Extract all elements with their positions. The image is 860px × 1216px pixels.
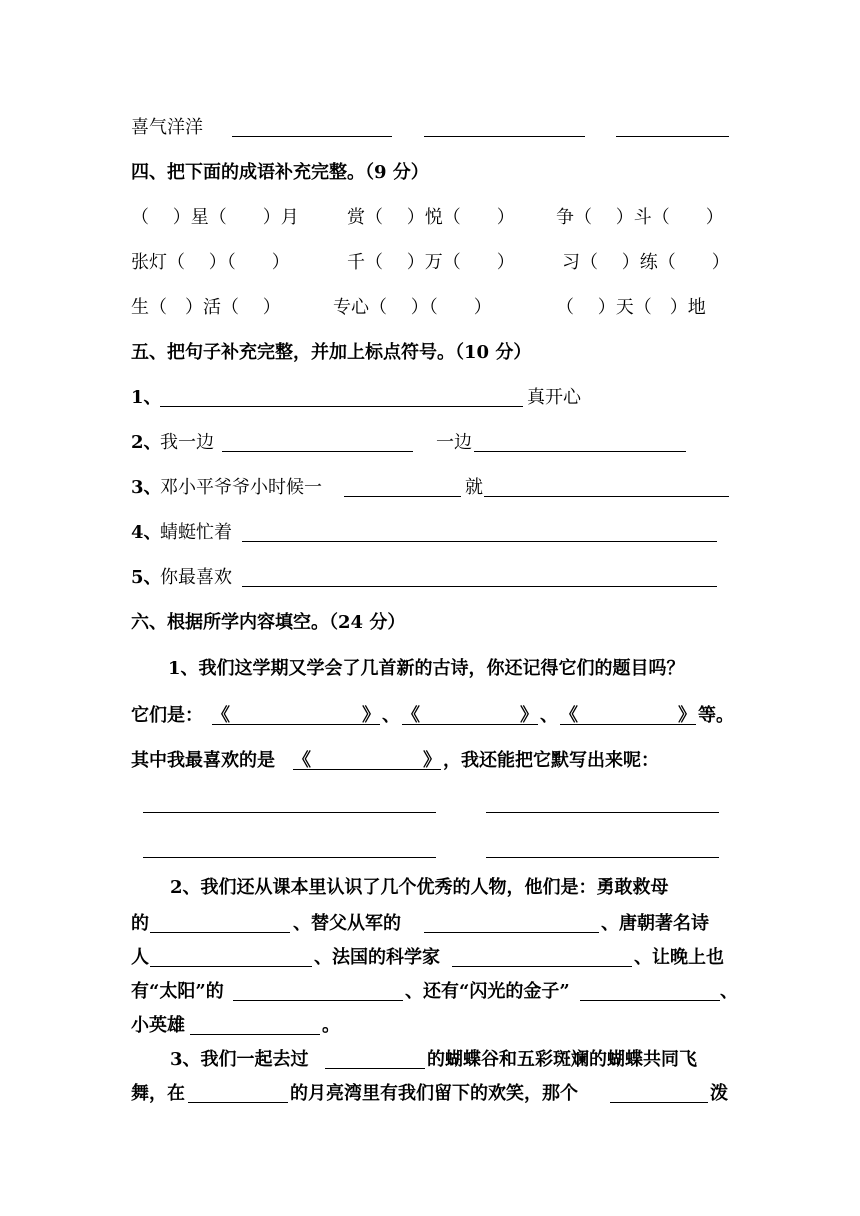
idiom-fill-item: 赏（ ）悦（ ） [347,207,515,228]
blank-line[interactable] [424,136,585,137]
section5-heading: 五、把句子补充完整，并加上标点符号。（10 分） [131,342,532,363]
book-mark: 《 [402,705,420,726]
blank-line[interactable] [242,586,717,587]
blank-line[interactable] [160,406,523,407]
idiom-fill-item: 张灯（ ）（ ） [131,252,290,273]
sentence-text: 就 [465,477,483,498]
question-text: 的月亮湾里有我们留下的欢笑，那个 [290,1083,578,1104]
question-text: 、法国的科学家 [314,947,440,968]
poem-blank-line[interactable] [143,812,436,813]
book-mark: 》 [423,750,441,771]
idiom-fill-item: 千（ ）万（ ） [347,252,515,273]
blank-line[interactable] [325,1068,425,1069]
blank-line[interactable] [610,1102,708,1103]
poem-blank-line[interactable] [486,812,719,813]
separator: 、 [382,705,400,726]
poem-blank-line[interactable] [486,857,719,858]
idiom-word: 喜气洋洋 [131,117,203,138]
blank-line[interactable] [150,932,290,933]
blank-line[interactable] [190,1034,320,1035]
idiom-fill-item: 争（ ）斗（ ） [556,207,724,228]
item-number: 1、 [131,387,162,408]
book-mark: 《 [293,750,311,771]
book-mark: 》 [678,705,696,726]
blank-line[interactable] [474,451,686,452]
blank-line[interactable] [424,932,599,933]
separator: 、 [540,705,558,726]
blank-line[interactable] [616,136,729,137]
blank-line[interactable] [242,541,717,542]
question-text: 2、我们还从课本里认识了几个优秀的人物，他们是：勇敢救母 [170,877,669,898]
sentence-text: 你最喜欢 [160,567,232,588]
question-text: 、还有“闪光的金子” [405,981,570,1002]
book-mark: 》 [362,705,380,726]
question-text: 等。 [698,705,734,726]
blank-line[interactable] [150,966,312,967]
question-text: 3、我们一起去过 [170,1049,309,1070]
idiom-fill-item: 专心（ ）（ ） [333,297,492,318]
blank-line[interactable] [222,451,413,452]
poem-blank-line[interactable] [143,857,436,858]
blank-line[interactable] [484,496,729,497]
blank-line[interactable] [293,769,441,770]
section4-heading: 四、把下面的成语补充完整。（9 分） [131,162,429,183]
sentence-text: 真开心 [527,387,581,408]
blank-line[interactable] [452,966,632,967]
question-text: 有“太阳”的 [131,981,224,1002]
question-text: 、唐朝著名诗 [601,913,709,934]
question-text: ，我还能把它默写出来呢： [443,750,659,771]
sentence-text: 一边 [436,432,472,453]
question-text: 1、我们这学期又学会了几首新的古诗，你还记得它们的题目吗？ [168,658,685,679]
blank-line[interactable] [232,136,392,137]
question-text: 、替父从军的 [293,913,401,934]
blank-line[interactable] [212,724,380,725]
sentence-text: 蜻蜓忙着 [160,522,232,543]
idiom-fill-item: 生（ ）活（ ） [131,297,281,318]
question-text: 、 [720,981,738,1002]
blank-line[interactable] [560,724,696,725]
book-mark: 《 [560,705,578,726]
question-text: 泼 [710,1083,728,1104]
question-text: 的 [131,913,149,934]
idiom-fill-item: （ ）天（ ）地 [556,297,706,318]
blank-line[interactable] [580,1000,720,1001]
section6-heading: 六、根据所学内容填空。（24 分） [131,612,406,633]
question-text: 的蝴蝶谷和五彩斑斓的蝴蝶共同飞 [427,1049,697,1070]
question-text: 舞，在 [131,1083,185,1104]
book-mark: 《 [212,705,230,726]
question-text: 、让晚上也 [634,947,724,968]
idiom-fill-item: 习（ ）练（ ） [562,252,730,273]
item-number: 4、 [131,522,162,543]
blank-line[interactable] [344,496,461,497]
question-text: 。 [322,1015,340,1036]
sentence-text: 我一边 [160,432,214,453]
blank-line[interactable] [402,724,538,725]
question-text: 人 [131,947,149,968]
blank-line[interactable] [233,1000,403,1001]
idiom-fill-item: （ ）星（ ）月 [131,207,299,228]
book-mark: 》 [520,705,538,726]
question-text: 其中我最喜欢的是 [131,750,275,771]
blank-line[interactable] [188,1102,288,1103]
sentence-text: 邓小平爷爷小时候一 [160,477,322,498]
item-number: 5、 [131,567,162,588]
item-number: 2、 [131,432,162,453]
question-text: 小英雄 [131,1015,185,1036]
item-number: 3、 [131,477,162,498]
question-text: 它们是： [131,705,203,726]
